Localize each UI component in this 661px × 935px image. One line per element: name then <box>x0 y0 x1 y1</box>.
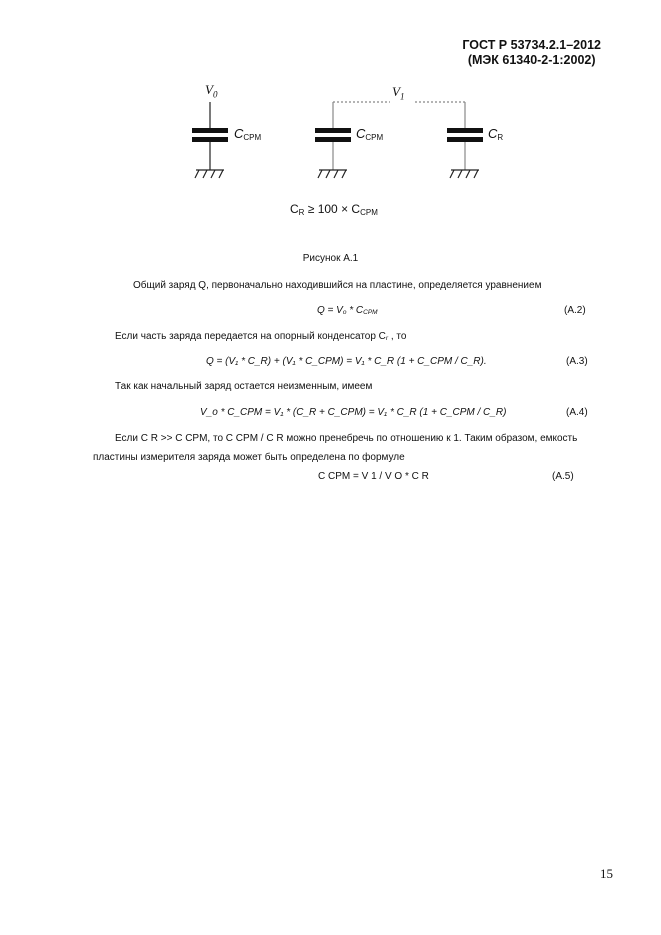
equation-a3-number: (А.3) <box>566 356 588 367</box>
equation-a5-number: (А.5) <box>552 471 574 482</box>
capacitance-condition: $C_R \ge 100 \times C_{CPM}$ <box>290 202 378 217</box>
page-number: 15 <box>600 866 613 881</box>
paragraph-1: Общий заряд Q, первоначально находившийся на пластине, определяется уравнением <box>133 280 542 291</box>
cap3-plate-top <box>447 128 483 133</box>
paragraph-2: Если часть заряда передается на опорный конденсатор $C_r$ , то <box>115 331 407 342</box>
paragraph-4-line-1: Если C R >> C CPM, то C CPM / C R можно пренебречь по отношению к 1. Таким образом, емкость <box>115 433 578 444</box>
cap1-plate-top <box>192 128 228 133</box>
ground-symbol-3 <box>450 170 479 178</box>
cap1-label: $C_{CPM}$ <box>234 126 262 142</box>
cap3-plate-bottom <box>447 137 483 142</box>
iec-reference: (МЭК 61340-2-1:2002) <box>467 53 596 67</box>
paragraph-3: Так как начальный заряд остается неизменным, имеем <box>115 381 373 392</box>
v1-label: $V_1$ <box>392 84 405 102</box>
cap3-label: $C_R$ <box>488 126 504 142</box>
cap2-label: $C_{CPM}$ <box>356 126 384 142</box>
equation-a4-number: (А.4) <box>566 407 588 418</box>
ground-symbol-2 <box>318 170 347 178</box>
cap2-plate-top <box>315 128 351 133</box>
ground-symbol-1 <box>195 170 224 178</box>
equation-a2: $Q = V_o * C_{CPM}$ <box>317 305 378 316</box>
equation-a5: C CPM = V 1 / V O * C R <box>318 471 429 482</box>
equation-a3: Q = (V₁ * C_R) + (V₁ * C_CPM) = V₁ * C_R (1 + C_CPM / C_R). <box>206 356 487 367</box>
paragraph-4-line-2: пластины измерителя заряда может быть определена по формуле <box>93 452 405 463</box>
equation-a2-number: (А.2) <box>564 305 586 316</box>
cap2-plate-bottom <box>315 137 351 142</box>
figure-caption: Рисунок А.1 <box>302 253 359 264</box>
v0-label: $V_0$ <box>205 82 218 100</box>
standard-number: ГОСТ Р 53734.2.1–2012 <box>462 38 601 52</box>
cap1-plate-bottom <box>192 137 228 142</box>
equation-a4: V_o * C_CPM = V₁ * (C_R + C_CPM) = V₁ * C_R (1 + C_CPM / C_R) <box>200 407 507 418</box>
document-header <box>462 38 601 68</box>
